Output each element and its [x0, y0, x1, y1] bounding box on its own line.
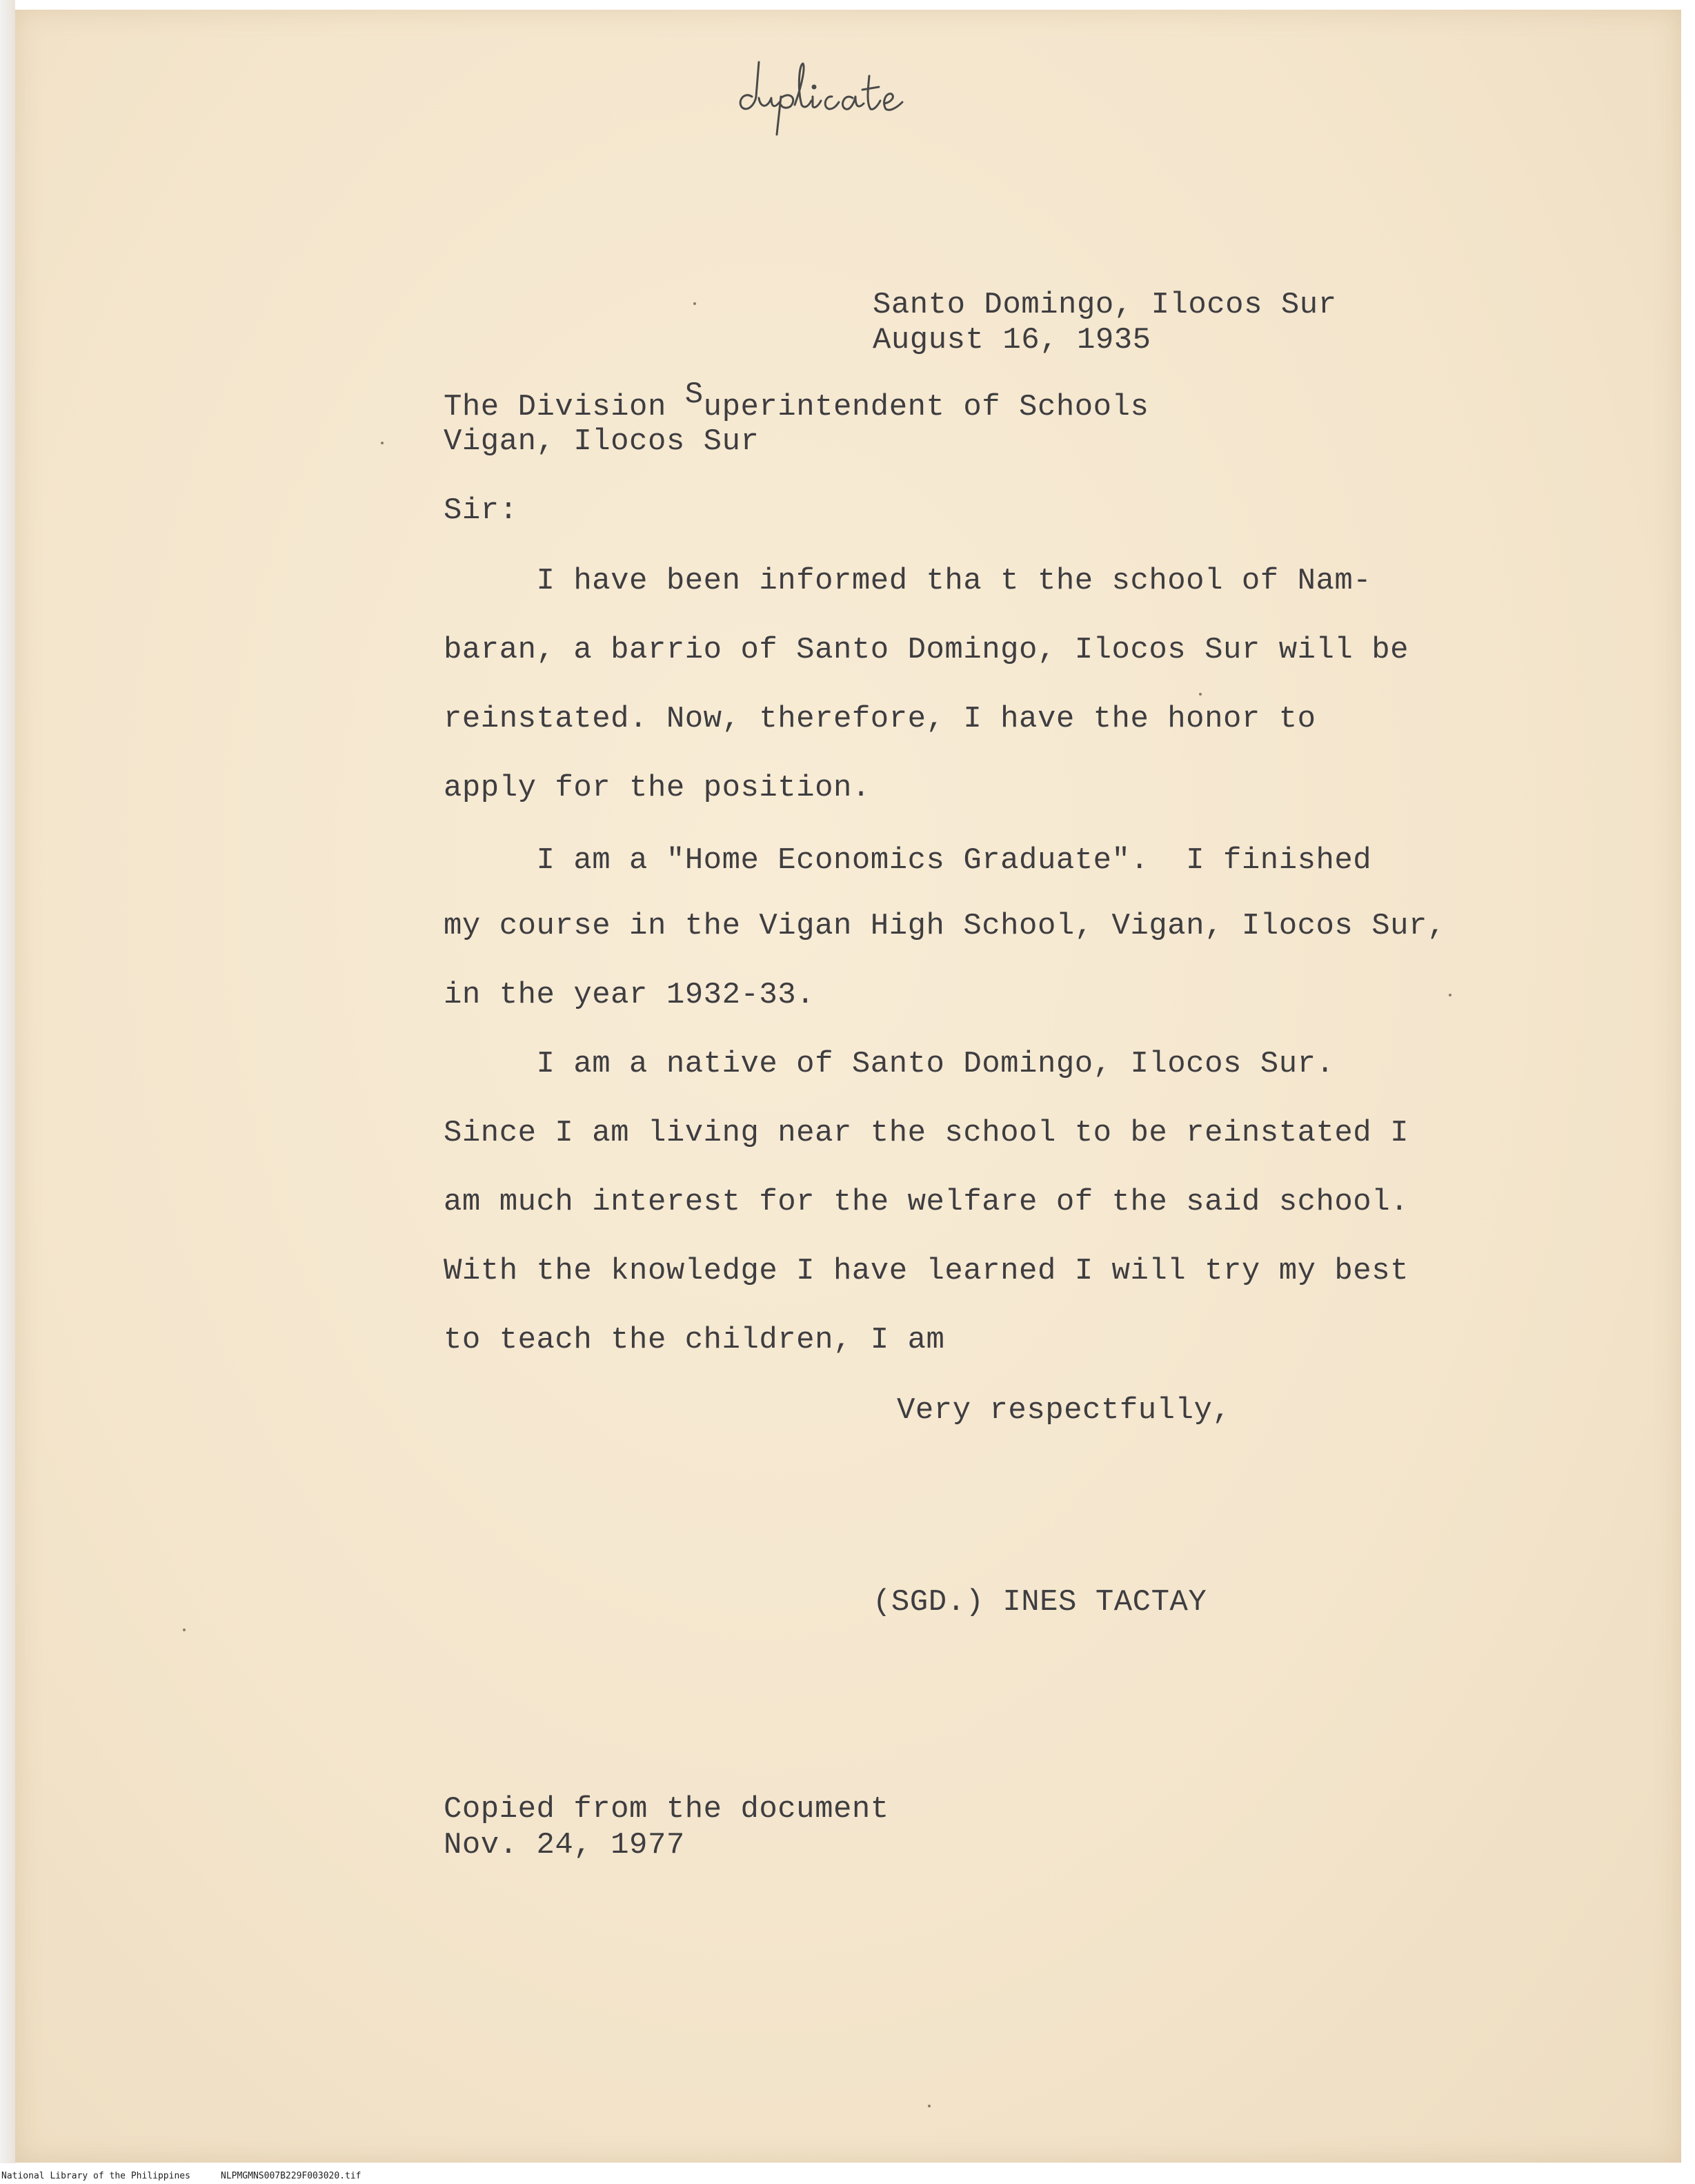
- letter-place: Santo Domingo, Ilocos Sur: [873, 288, 1337, 322]
- recipient-title-start: The Division: [444, 390, 685, 424]
- body-line: am much interest for the welfare of the said school.: [444, 1185, 1409, 1219]
- paper-speck: [1449, 994, 1451, 996]
- paper-speck: [381, 442, 384, 444]
- body-line: apply for the position.: [444, 771, 871, 805]
- paper-sheet: [15, 10, 1681, 2163]
- body-line: I am a native of Santo Domingo, Ilocos Sur.: [444, 1047, 1335, 1081]
- body-line: to teach the children, I am: [444, 1323, 945, 1357]
- salutation: Sir:: [444, 493, 518, 528]
- recipient-address: Vigan, Ilocos Sur: [444, 424, 760, 459]
- footer-institution: National Library of the Philippines: [1, 2171, 190, 2181]
- copy-note-date: Nov. 24, 1977: [444, 1828, 685, 1862]
- body-line: in the year 1932-33.: [444, 978, 815, 1012]
- body-line: reinstated. Now, therefore, I have the honor to: [444, 702, 1316, 736]
- paper-speck: [928, 2105, 931, 2107]
- paper-speck: [1199, 693, 1202, 696]
- body-line: I am a "Home Economics Graduate". I finished: [444, 843, 1372, 878]
- body-line: With the knowledge I have learned I will try my best: [444, 1254, 1409, 1288]
- body-line: Since I am living near the school to be reinstated I: [444, 1116, 1409, 1150]
- body-line: my course in the Vigan High School, Vigan, Ilocos Sur,: [444, 909, 1446, 943]
- scan-border: [0, 0, 15, 2163]
- footer-file-id: NLPMGMNS007B229F003020.tif: [221, 2171, 361, 2181]
- body-line: I have been informed tha t the school of Nam-: [444, 564, 1372, 598]
- paper-speck: [693, 302, 696, 305]
- handwritten-duplicate-note: [731, 48, 938, 138]
- body-line: baran, a barrio of Santo Domingo, Ilocos Sur will be: [444, 633, 1409, 667]
- recipient-title-end: uperintendent of Schools: [703, 390, 1149, 424]
- signature: (SGD.) INES TACTAY: [873, 1585, 1207, 1620]
- copy-note: Copied from the document: [444, 1792, 889, 1827]
- paper-speck: [183, 1629, 186, 1631]
- recipient-title: [444, 377, 1149, 424]
- recipient-raised-letter: S: [684, 377, 704, 412]
- closing: Very respectfully,: [897, 1393, 1231, 1428]
- letter-date: August 16, 1935: [873, 323, 1151, 357]
